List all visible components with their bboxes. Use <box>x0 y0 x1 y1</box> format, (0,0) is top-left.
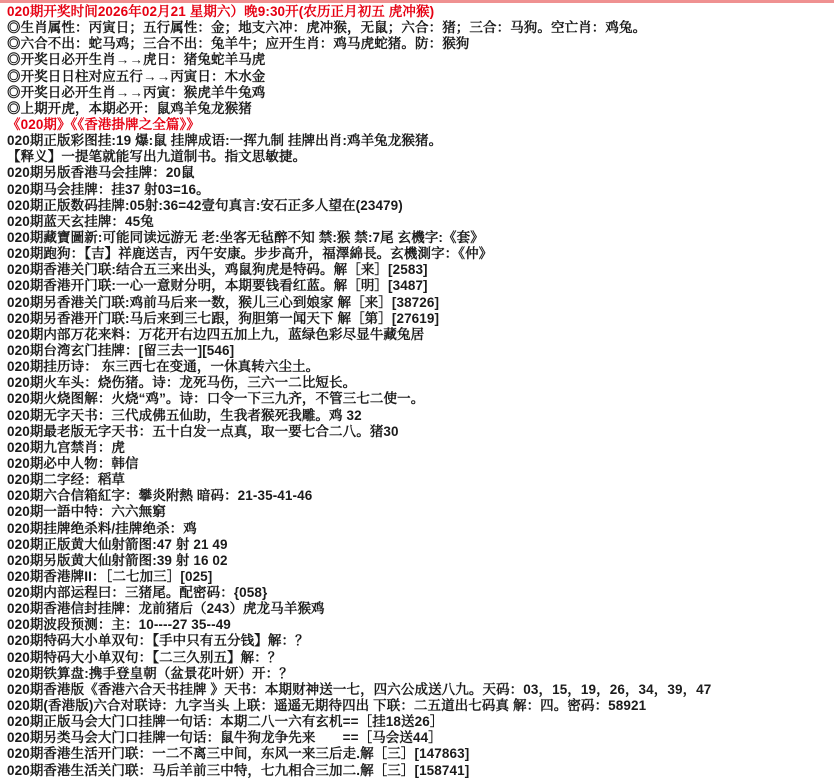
tip-line: 020期六合信箱紅字：攀炎附熱 暗码：21-35-41-46 <box>7 488 313 504</box>
tip-line: 020期二字经：稻草 <box>7 472 126 488</box>
tip-line: 020期跑狗：【吉】祥鹿送吉，丙午安康。步步高升，福澤綿長。玄機測字：《仲》 <box>7 246 493 262</box>
tip-line: 020期香港开门联:一心一意财分明，本期要钱看红蓝。解［明］[3487] <box>7 278 428 294</box>
highlight-line: 《020期》《《香港掛牌之全篇》》 <box>7 116 200 132</box>
tip-line: ◎开奖日必开生肖→→丙寅：猴虎羊牛兔鸡 <box>7 84 266 100</box>
tip-line: 020期特码大小单双句：【手中只有五分钱】解：？ <box>7 633 309 649</box>
tip-line: 020期香港信封挂牌：龙前猪后（243）虎龙马羊猴鸡 <box>7 601 325 617</box>
tip-line: 020期香港关门联:结合五三来出头，鸡鼠狗虎是特码。解［来］[2583] <box>7 262 428 278</box>
tip-line: 020期另版香港马会挂牌：20鼠 <box>7 165 195 181</box>
tip-line: 【释义】一提笔就能写出九道制书。指文思敏捷。 <box>7 149 307 165</box>
tips-list <box>0 3 834 779</box>
tip-line: 020期香港生活关门联：马后羊前三中特，七九相合三加二.解［三］[158741] <box>7 762 470 778</box>
tip-line: 020期无字天书：三代成佛五仙助，生我者猴死我雕。鸡 32 <box>7 407 362 423</box>
tip-line: 020期一語中特：六六無窮 <box>7 504 166 520</box>
tip-line: 020期火烧图解：火烧“鸡”。诗：口令一下三九齐，不管三七二使一。 <box>7 391 425 407</box>
tip-line: 020期藏寶圖新:可能同读远游无 老:坐客无毡醉不知 禁:猴 禁:7尾 玄機字:《套》 <box>7 229 484 245</box>
tip-line: 020期内部运程曰：三猪尾。配密码：{058} <box>7 585 268 601</box>
tip-line: 020期另香港关门联:鸡前马后来一数，猴儿三心到娘家 解［来］[38726] <box>7 294 440 310</box>
tip-line: 020期香港牌II：［二七加三］[025] <box>7 568 213 584</box>
tip-line: 020期另版黄大仙射箭图:39 射 16 02 <box>7 552 228 568</box>
tip-line: 020期最老版无字天书：五十白发一点真，取一要七合二八。猪30 <box>7 423 399 439</box>
tip-line: ◎六合不出：蛇马鸡；三合不出：兔羊牛；应开生肖：鸡马虎蛇猪。防：猴狗 <box>7 36 470 52</box>
tip-line: 020期香港版《香港六合天书挂牌 》天书：本期财神送一七，四六公成送八九。天码：03，15，19，26，34，39，47 <box>7 681 712 697</box>
tip-line: 020期正版黄大仙射箭图:47 射 21 49 <box>7 536 228 552</box>
tip-line: 020期香港生活开门联：一二不离三中间，东风一来三后走.解［三］[147863] <box>7 746 470 762</box>
tip-line: 020期挂历诗： 东三西七在变通，一休真转六尘土。 <box>7 359 320 375</box>
tip-line: 020期正版彩图挂:19 爆:鼠 挂牌成语:一挥九制 挂牌出肖:鸡羊兔龙猴猪。 <box>7 133 443 149</box>
tip-line: 020期另香港开门联:马后来到三七跟，狗胆第一闻天下 解［第］[27619] <box>7 310 440 326</box>
tip-line: 020期马会挂牌：挂37 射03=16。 <box>7 181 210 197</box>
highlight-line: 020期开奖时间2026年02月21 星期六）晚9:30开(农历正月初五 虎冲猴) <box>7 4 435 19</box>
tip-line: 020期正版数码挂牌:05射:36=42壹句真言:安石正多人望在(23479) <box>7 197 403 213</box>
tip-line: 020期九宫禁肖：虎 <box>7 439 126 455</box>
tip-line: ◎上期开虎，本期必开：鼠鸡羊兔龙猴猪 <box>7 100 252 116</box>
tip-line: 020期内部万花来料：万花开右边四五加上九，蓝绿色彩尽显牛藏兔居 <box>7 326 425 342</box>
tip-line: 020期蓝天玄挂牌：45兔 <box>7 213 154 229</box>
tip-line: ◎生肖属性：丙寅日；五行属性：金；地支六冲：虎冲猴，无鼠；六合：猪；三合：马狗。空亡肖：鸡兔。 <box>7 20 647 36</box>
tip-line: 020期铁算盘:携手登皇朝（盆景花叶妍）开：？ <box>7 665 293 681</box>
tip-line: 020期挂牌绝杀料/挂牌绝杀：鸡 <box>7 520 197 536</box>
tip-line: ◎开奖日必开生肖→→虎日：猪兔蛇羊马虎 <box>7 52 266 68</box>
tip-line: 020期台湾玄门挂牌：[留三去一][546] <box>7 342 235 358</box>
tip-line: 020期特码大小单双句：【二三久别五】解：？ <box>7 649 282 665</box>
tip-line: ◎开奖日日柱对应五行→→丙寅日：木水金 <box>7 68 266 84</box>
tip-line: 020期火车头：烧伤猪。诗：龙死马伤，三六一二比短长。 <box>7 375 357 391</box>
tip-line: 020期(香港版)六合对联诗：九字当头 上联：遥遥无期待四出 下联：二五道出七码真 解：四。密码：58921 <box>7 698 647 714</box>
tip-line: 020期必中人物：韩信 <box>7 455 139 471</box>
tip-line: 020期正版马会大门口挂牌一句话：本期二八一六有玄机==［挂18送26］ <box>7 714 444 730</box>
tip-line: 020期另类马会大门口挂牌一句话：鼠牛狗龙争先来 ==［马会送44］ <box>7 730 442 746</box>
tip-line: 020期波段预测：主：10----27 35--49 <box>7 617 231 633</box>
